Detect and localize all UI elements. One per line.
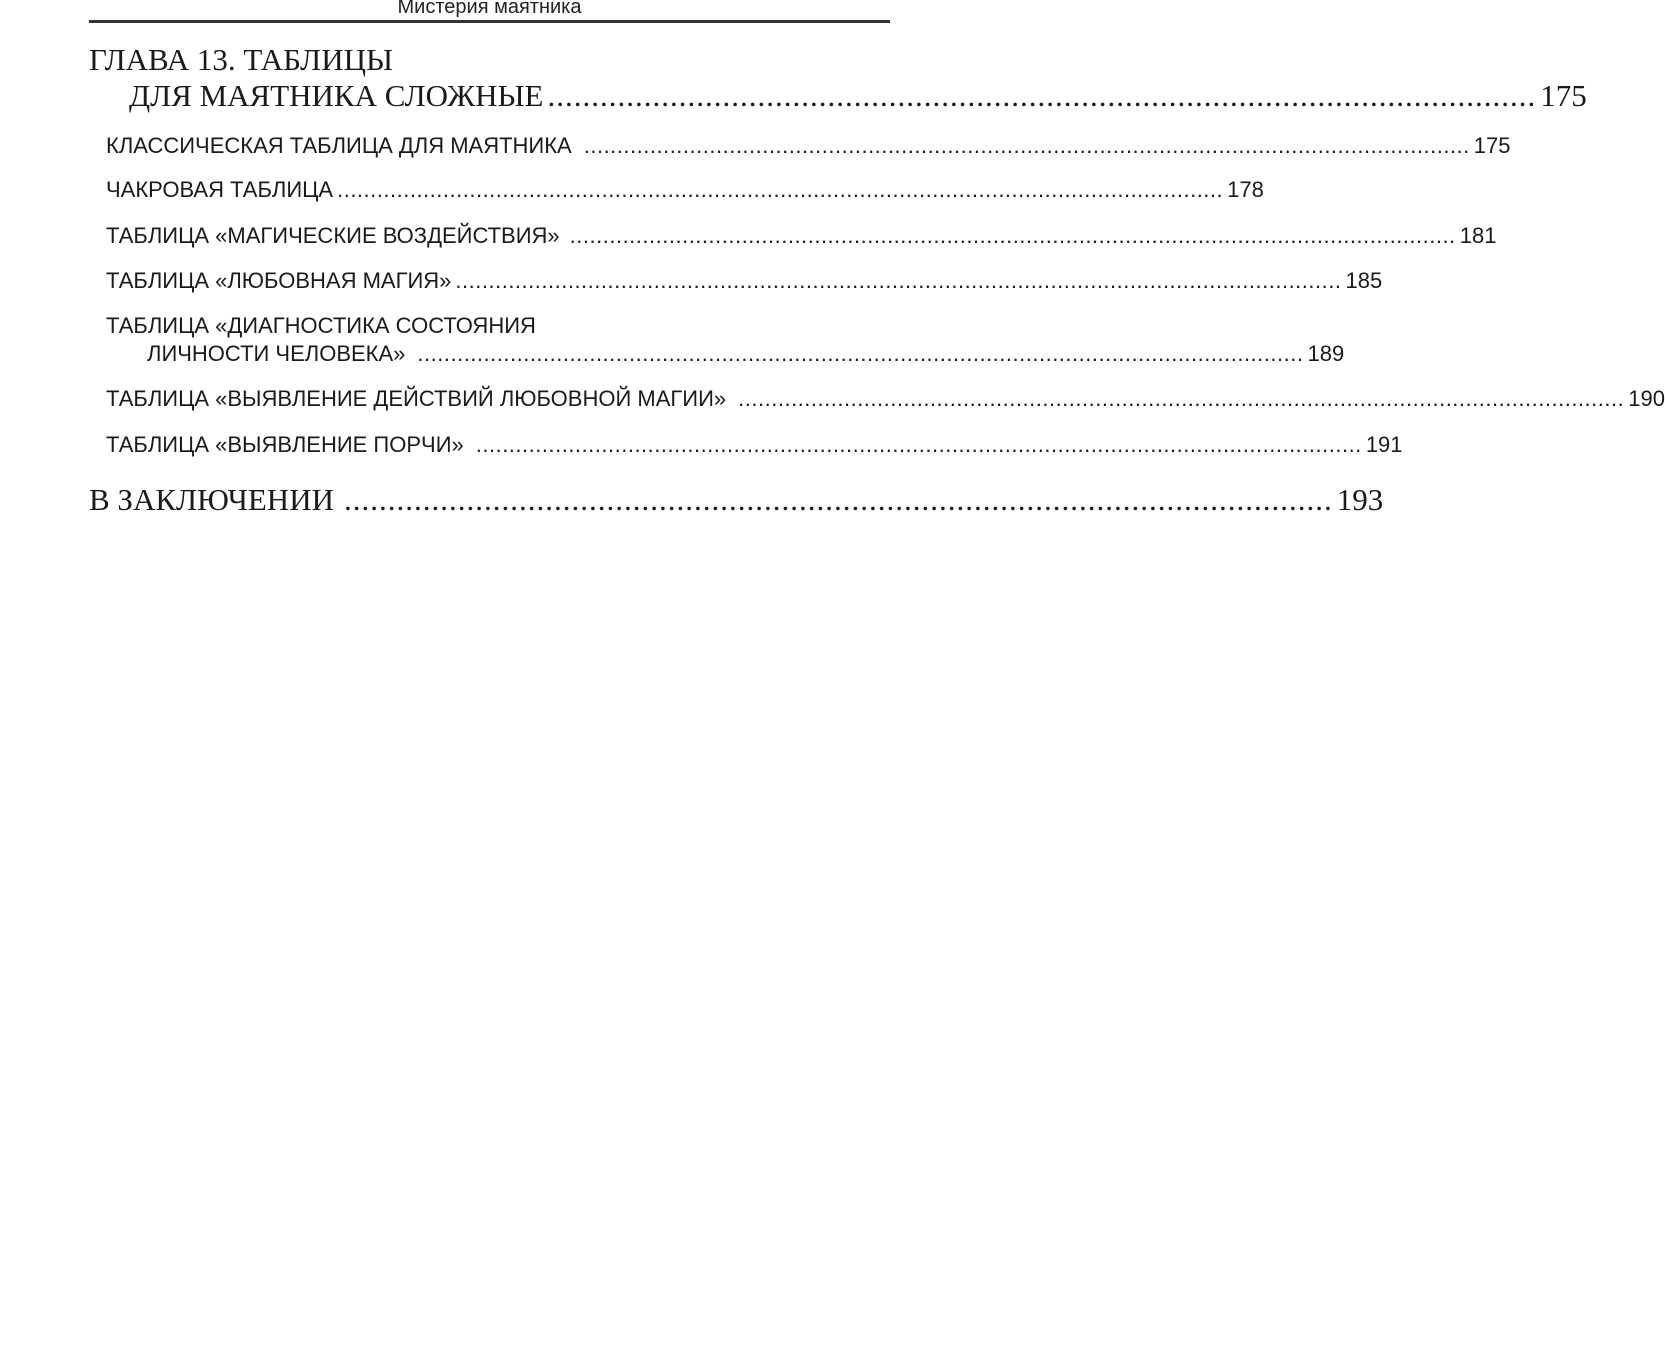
conclusion-page: 193 [1336, 482, 1384, 517]
chapter-13-title-line2: ДЛЯ МАЯТНИКА СЛОЖНЫЕ [129, 78, 544, 113]
dot-leader: ...................................................................................................................................... [583, 133, 1470, 158]
section-page: 190 [1628, 386, 1665, 411]
conclusion-entry[interactable] [89, 482, 1384, 518]
toc-section-entry[interactable] [106, 432, 1403, 458]
dot-leader: ................................................................................................................. [547, 78, 1537, 113]
toc-section-entry[interactable] [106, 223, 1497, 249]
section-title: ЧАКРОВАЯ ТАБЛИЦА [106, 177, 334, 202]
dot-leader: ...................................................................................................................................... [569, 223, 1456, 248]
chapter-13-page: 175 [1540, 78, 1587, 113]
dot-leader: ...................................................................................................................................... [738, 386, 1625, 411]
section-title-line1: ТАБЛИЦА «ДИАГНОСТИКА СОСТОЯНИЯ [106, 313, 536, 338]
section-title: ТАБЛИЦА «МАГИЧЕСКИЕ ВОЗДЕЙСТВИЯ» [106, 223, 560, 248]
toc-section-entry[interactable] [106, 133, 1511, 159]
section-page: 191 [1365, 432, 1403, 457]
chapter-13-title-line1: ГЛАВА 13. ТАБЛИЦЫ [89, 42, 394, 77]
toc-section-entry[interactable] [106, 386, 1665, 412]
section-title: ТАБЛИЦА «ВЫЯВЛЕНИЕ ПОРЧИ» [106, 432, 464, 457]
dot-leader: ................................................................................................................. [343, 482, 1333, 517]
section-title: ТАБЛИЦА «ВЫЯВЛЕНИЕ ДЕЙСТВИЙ ЛЮБОВНОЙ МАГИИ» [106, 386, 727, 411]
section-title-line2: ЛИЧНОСТИ ЧЕЛОВЕКА» [147, 341, 406, 366]
section-page: 185 [1345, 268, 1383, 293]
toc-section-entry[interactable] [147, 341, 1345, 367]
section-page: 178 [1227, 177, 1264, 202]
dot-leader: ...................................................................................................................................... [475, 432, 1362, 457]
toc-section-entry[interactable] [106, 268, 1383, 294]
section-page: 189 [1307, 341, 1345, 366]
section-page: 181 [1459, 223, 1497, 248]
dot-leader: ...................................................................................................................................... [337, 177, 1224, 202]
dot-leader: ...................................................................................................................................... [455, 268, 1342, 293]
section-title: КЛАССИЧЕСКАЯ ТАБЛИЦА ДЛЯ МАЯТНИКА [106, 133, 572, 158]
running-header: Мистерия маятника [397, 0, 582, 18]
toc-section-entry[interactable] [106, 177, 1264, 203]
chapter-13-entry[interactable] [129, 78, 1587, 114]
section-page: 175 [1473, 133, 1511, 158]
section-title: ТАБЛИЦА «ЛЮБОВНАЯ МАГИЯ» [106, 268, 452, 293]
table-of-contents [89, 0, 1665, 1345]
dot-leader: ...................................................................................................................................... [417, 341, 1304, 366]
conclusion-title: В ЗАКЛЮЧЕНИИ [89, 482, 334, 517]
